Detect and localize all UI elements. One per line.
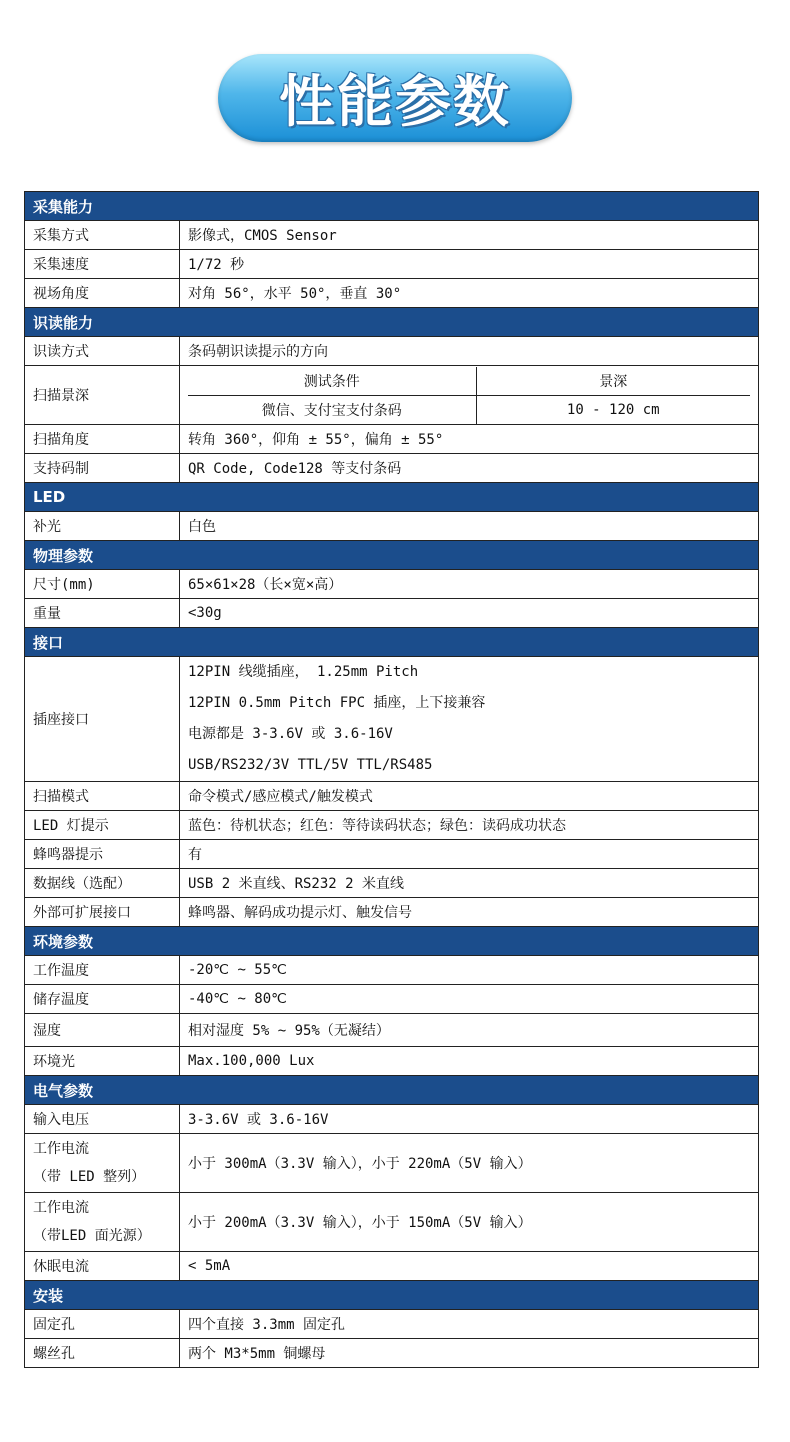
row-label: 扫描角度 xyxy=(25,425,180,454)
row-value: 65×61×28（长×宽×高） xyxy=(180,570,759,599)
row-label: 储存温度 xyxy=(25,985,180,1014)
row-label: 采集方式 xyxy=(25,221,180,250)
table-row xyxy=(25,570,759,599)
table-row xyxy=(25,840,759,869)
row-label: 扫描景深 xyxy=(25,366,180,425)
socket-line: 电源都是 3-3.6V 或 3.6-16V xyxy=(188,726,393,742)
label-line: （带LED 面光源） xyxy=(33,1228,151,1244)
row-value: USB 2 米直线、RS232 2 米直线 xyxy=(180,869,759,898)
section-header-electrical: 电气参数 xyxy=(25,1076,759,1105)
row-label: 螺丝孔 xyxy=(25,1339,180,1368)
table-row xyxy=(25,782,759,811)
table-row xyxy=(25,366,759,425)
table-row xyxy=(25,869,759,898)
table-row xyxy=(25,985,759,1014)
subtable-header: 测试条件 xyxy=(188,367,476,396)
table-row xyxy=(25,1047,759,1076)
socket-line: 12PIN 线缆插座， 1.25mm Pitch xyxy=(188,664,419,680)
row-label: 重量 xyxy=(25,599,180,628)
section-header-led: LED xyxy=(25,483,759,512)
table-row xyxy=(25,221,759,250)
table-row xyxy=(25,337,759,366)
row-value: 影像式，CMOS Sensor xyxy=(180,221,759,250)
section-header-capture: 采集能力 xyxy=(25,192,759,221)
row-value: <30g xyxy=(180,599,759,628)
row-label: 视场角度 xyxy=(25,279,180,308)
row-label-multiline xyxy=(25,1134,180,1193)
row-label: 插座接口 xyxy=(25,657,180,782)
table-row xyxy=(25,1134,759,1193)
table-row xyxy=(25,1310,759,1339)
row-value-multiline xyxy=(180,657,759,782)
table-row xyxy=(25,1339,759,1368)
row-label: 支持码制 xyxy=(25,454,180,483)
row-value: 1/72 秒 xyxy=(180,250,759,279)
section-header-environment: 环境参数 xyxy=(25,927,759,956)
table-row xyxy=(25,1014,759,1047)
row-value: 对角 56°，水平 50°，垂直 30° xyxy=(180,279,759,308)
row-label-multiline xyxy=(25,1193,180,1252)
spec-table xyxy=(24,191,759,1368)
table-row xyxy=(25,250,759,279)
row-value: 四个直接 3.3mm 固定孔 xyxy=(180,1310,759,1339)
section-header-install: 安装 xyxy=(25,1281,759,1310)
row-label: 湿度 xyxy=(25,1014,180,1047)
socket-line: USB/RS232/3V TTL/5V TTL/RS485 xyxy=(188,757,433,773)
row-value: 白色 xyxy=(180,512,759,541)
row-value: 两个 M3*5mm 铜螺母 xyxy=(180,1339,759,1368)
row-label: 补光 xyxy=(25,512,180,541)
row-label: 尺寸(mm) xyxy=(25,570,180,599)
row-value: 小于 300mA（3.3V 输入），小于 220mA（5V 输入） xyxy=(180,1134,759,1193)
socket-line: 12PIN 0.5mm Pitch FPC 插座，上下接兼容 xyxy=(188,695,486,711)
row-value: QR Code, Code128 等支付条码 xyxy=(180,454,759,483)
table-row xyxy=(25,898,759,927)
depth-subtable xyxy=(188,367,750,424)
table-row xyxy=(25,1105,759,1134)
section-header-interface: 接口 xyxy=(25,628,759,657)
table-row xyxy=(25,599,759,628)
row-value: Max.100,000 Lux xyxy=(180,1047,759,1076)
row-value: 转角 360°，仰角 ± 55°，偏角 ± 55° xyxy=(180,425,759,454)
row-label: 蜂鸣器提示 xyxy=(25,840,180,869)
table-row xyxy=(25,512,759,541)
subtable-header: 景深 xyxy=(476,367,750,396)
subtable-cell: 微信、支付宝支付条码 xyxy=(188,395,476,424)
table-row xyxy=(25,1193,759,1252)
row-label: 固定孔 xyxy=(25,1310,180,1339)
table-row xyxy=(25,811,759,840)
row-label: 识读方式 xyxy=(25,337,180,366)
row-label: 扫描模式 xyxy=(25,782,180,811)
row-label: 环境光 xyxy=(25,1047,180,1076)
row-value: < 5mA xyxy=(180,1252,759,1281)
table-row xyxy=(25,956,759,985)
label-line: （带 LED 整列） xyxy=(33,1169,146,1185)
row-label: 采集速度 xyxy=(25,250,180,279)
row-label: LED 灯提示 xyxy=(25,811,180,840)
row-value: 命令模式/感应模式/触发模式 xyxy=(180,782,759,811)
row-value: 蓝色：待机状态；红色：等待读码状态；绿色：读码成功状态 xyxy=(180,811,759,840)
row-value: 3-3.6V 或 3.6-16V xyxy=(180,1105,759,1134)
row-value: 小于 200mA（3.3V 输入），小于 150mA（5V 输入） xyxy=(180,1193,759,1252)
row-label: 外部可扩展接口 xyxy=(25,898,180,927)
row-label: 输入电压 xyxy=(25,1105,180,1134)
table-row xyxy=(25,657,759,782)
row-value: -20℃ ~ 55℃ xyxy=(180,956,759,985)
title-banner xyxy=(218,54,572,142)
row-value: 蜂鸣器、解码成功提示灯、触发信号 xyxy=(180,898,759,927)
section-header-read: 识读能力 xyxy=(25,308,759,337)
page-title: 性能参数 xyxy=(279,70,511,135)
label-line: 工作电流 xyxy=(33,1141,89,1157)
table-row xyxy=(25,279,759,308)
depth-subtable-cell xyxy=(180,366,759,425)
row-label: 工作温度 xyxy=(25,956,180,985)
row-value: 条码朝识读提示的方向 xyxy=(180,337,759,366)
label-line: 工作电流 xyxy=(33,1200,89,1216)
table-row xyxy=(25,1252,759,1281)
subtable-cell: 10 - 120 cm xyxy=(476,395,750,424)
row-label: 休眠电流 xyxy=(25,1252,180,1281)
row-value: 有 xyxy=(180,840,759,869)
row-value: 相对湿度 5% ~ 95%（无凝结） xyxy=(180,1014,759,1047)
row-label: 数据线（选配） xyxy=(25,869,180,898)
table-row xyxy=(25,425,759,454)
section-header-physical: 物理参数 xyxy=(25,541,759,570)
row-value: -40℃ ~ 80℃ xyxy=(180,985,759,1014)
table-row xyxy=(25,454,759,483)
